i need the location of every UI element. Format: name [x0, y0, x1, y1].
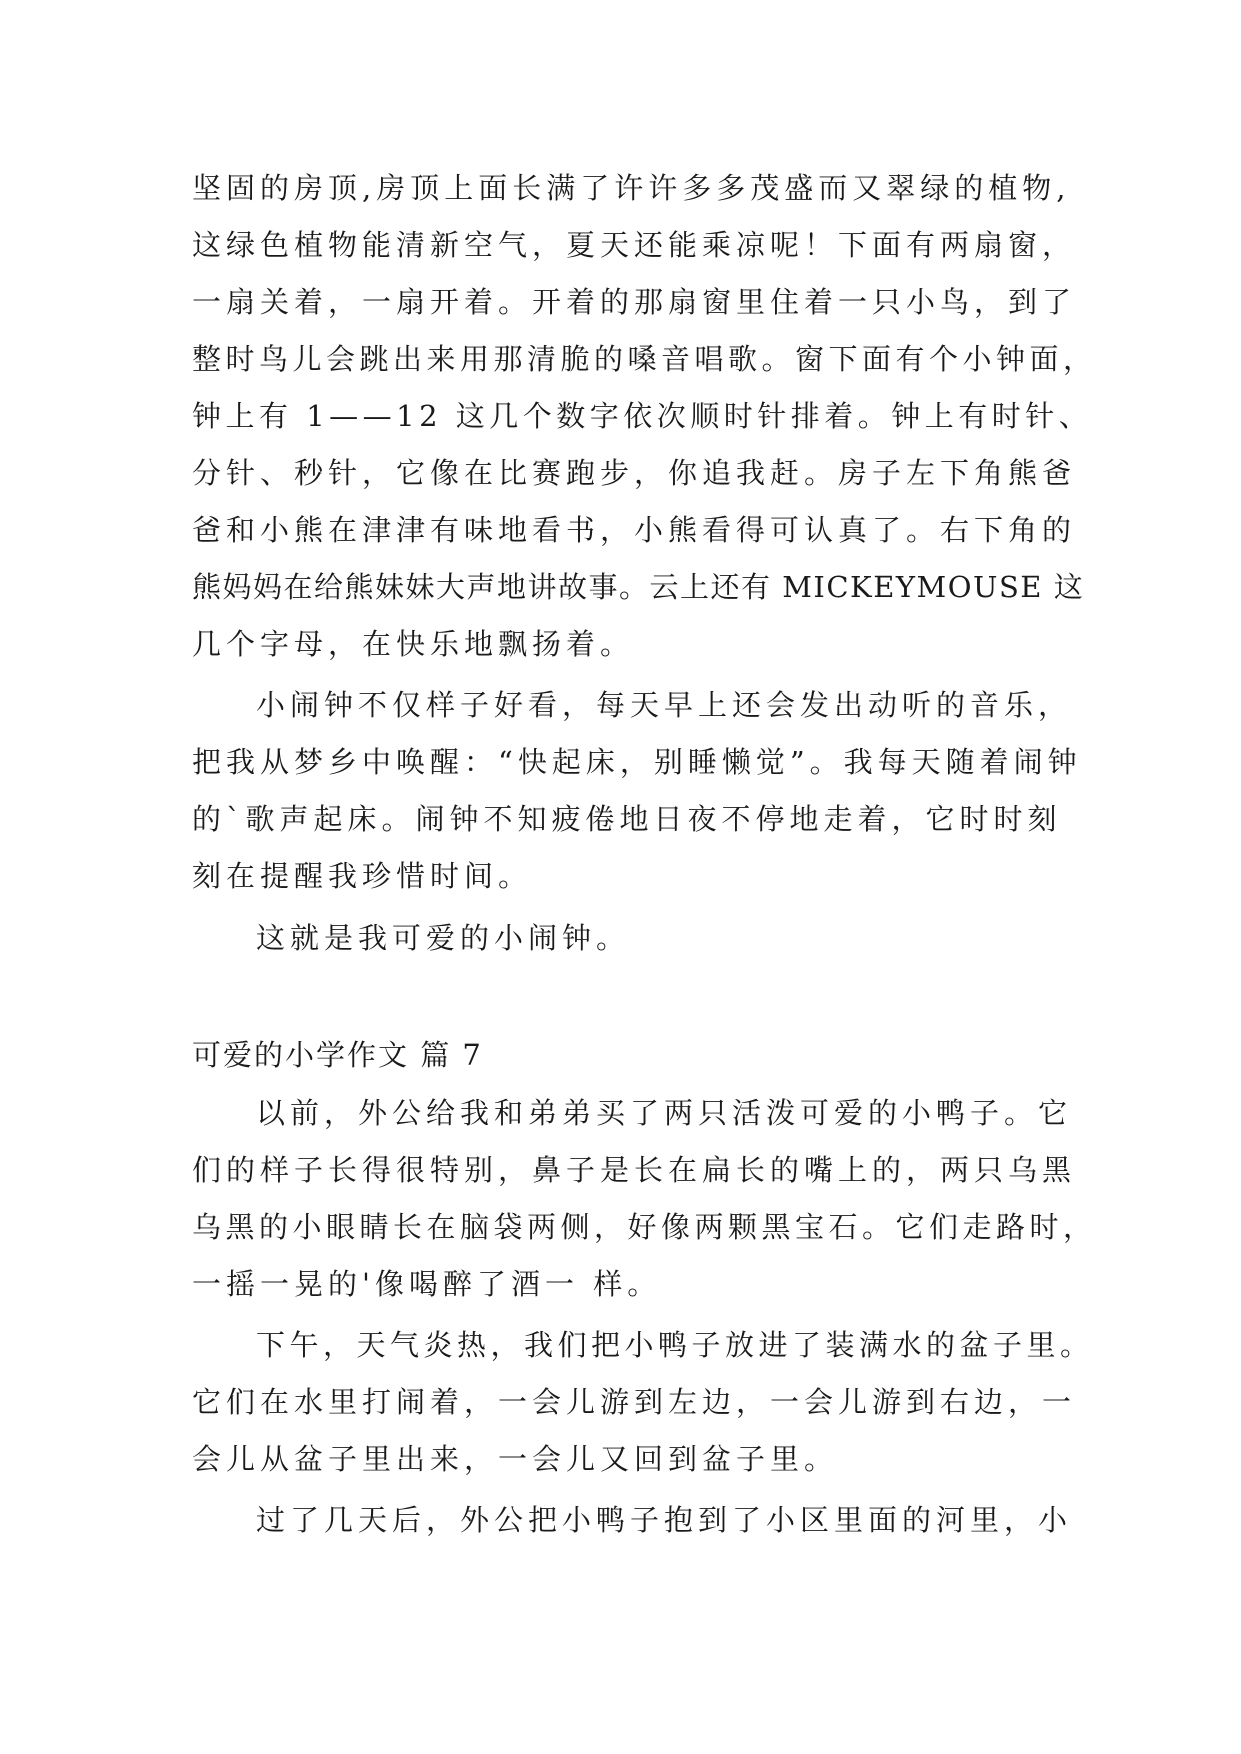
text-line: 们的样子长得很特别，鼻子是长在扁长的嘴上的，两只乌黑 — [192, 1153, 1077, 1187]
text-line: 它们在水里打闹着，一会儿游到左边，一会儿游到右边，一 — [192, 1385, 1077, 1419]
text-line: 以前，外公给我和弟弟买了两只活泼可爱的小鸭子。它 — [256, 1096, 1073, 1130]
text-line: 坚固的房顶,房顶上面长满了许许多多茂盛而又翠绿的植物, — [192, 171, 1071, 205]
section-heading: 可爱的小学作文 篇 7 — [192, 1038, 483, 1072]
text-line: 这就是我可爱的小闹钟。 — [256, 921, 631, 955]
text-line: 会儿从盆子里出来，一会儿又回到盆子里。 — [192, 1442, 839, 1476]
text-line: 这绿色植物能清新空气，夏天还能乘凉呢！下面有两扇窗， — [192, 228, 1077, 262]
text-line: 下午，天气炎热，我们把小鸭子放进了装满水的盆子里。 — [256, 1328, 1094, 1362]
text-line: 刻在提醒我珍惜时间。 — [192, 859, 533, 893]
text-line: 几个字母，在快乐地飘扬着。 — [192, 627, 635, 661]
text-line: 一扇关着，一扇开着。开着的那扇窗里住着一只小鸟，到了 — [192, 285, 1077, 319]
text-line: 分针、秒针，它像在比赛跑步，你追我赶。房子左下角熊爸 — [192, 456, 1077, 490]
text-line: 熊妈妈在给熊妹妹大声地讲故事。云上还有 MICKEYMOUSE 这 — [192, 570, 1085, 604]
text-line: 的`歌声起床。闹钟不知疲倦地日夜不停地走着，它时时刻 — [192, 802, 1062, 836]
text-line: 乌黑的小眼睛长在脑袋两侧，好像两颗黑宝石。它们走路时， — [192, 1210, 1097, 1244]
text-line: 爸和小熊在津津有味地看书，小熊看得可认真了。右下角的 — [192, 513, 1077, 547]
text-line: 整时鸟儿会跳出来用那清脆的嗓音唱歌。窗下面有个小钟面， — [192, 342, 1097, 376]
text-line: 钟上有 1——12 这几个数字依次顺时针排着。钟上有时针、 — [192, 399, 1093, 433]
text-line: 把我从梦乡中唤醒：“快起床，别睡懒觉”。我每天随着闹钟 — [192, 745, 1082, 779]
text-line: 过了几天后，外公把小鸭子抱到了小区里面的河里，小 — [256, 1503, 1073, 1537]
text-line: 一摇一晃的'像喝醉了酒一 样。 — [192, 1267, 662, 1301]
text-line: 小闹钟不仅样子好看，每天早上还会发出动听的音乐， — [256, 688, 1073, 722]
